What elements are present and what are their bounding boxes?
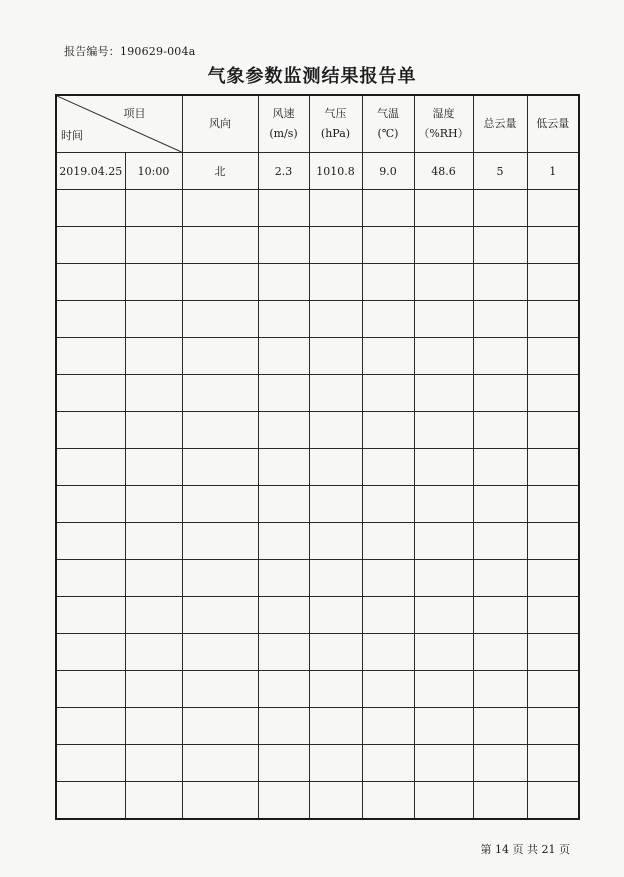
empty-cell: [309, 190, 362, 227]
header-temperature-name: 气温: [377, 107, 399, 120]
header-time-label: 时间: [61, 129, 83, 142]
empty-cell: [56, 412, 125, 449]
empty-cell: [125, 301, 182, 338]
empty-cell: [527, 264, 579, 301]
cell-humidity: 48.6: [414, 153, 473, 190]
empty-cell: [182, 745, 258, 782]
empty-cell: [527, 634, 579, 671]
empty-cell: [258, 486, 309, 523]
empty-cell: [309, 375, 362, 412]
empty-cell: [125, 708, 182, 745]
empty-cell: [414, 412, 473, 449]
empty-cell: [414, 449, 473, 486]
empty-cell: [414, 227, 473, 264]
empty-cell: [309, 597, 362, 634]
empty-cell: [125, 338, 182, 375]
empty-cell: [362, 449, 414, 486]
header-pressure-name: 气压: [324, 107, 347, 120]
empty-cell: [309, 560, 362, 597]
empty-cell: [362, 523, 414, 560]
empty-cell: [473, 190, 527, 227]
empty-cell: [182, 412, 258, 449]
empty-cell: [56, 375, 125, 412]
empty-cell: [414, 301, 473, 338]
empty-cell: [414, 264, 473, 301]
empty-cell: [362, 264, 414, 301]
empty-cell: [56, 227, 125, 264]
empty-table-row: [56, 338, 579, 375]
empty-cell: [258, 449, 309, 486]
empty-cell: [56, 708, 125, 745]
empty-cell: [182, 227, 258, 264]
empty-cell: [56, 634, 125, 671]
empty-cell: [414, 671, 473, 708]
empty-table-row: [56, 449, 579, 486]
empty-cell: [362, 375, 414, 412]
empty-cell: [258, 301, 309, 338]
empty-cell: [309, 301, 362, 338]
empty-cell: [473, 671, 527, 708]
empty-table-row: [56, 375, 579, 412]
empty-cell: [309, 338, 362, 375]
empty-cell: [182, 782, 258, 820]
cell-date: 2019.04.25: [56, 153, 125, 190]
empty-cell: [125, 190, 182, 227]
empty-cell: [473, 227, 527, 264]
empty-cell: [527, 671, 579, 708]
empty-cell: [125, 264, 182, 301]
empty-table-row: [56, 671, 579, 708]
empty-cell: [473, 338, 527, 375]
empty-cell: [56, 523, 125, 560]
empty-cell: [258, 412, 309, 449]
empty-cell: [473, 597, 527, 634]
empty-cell: [182, 523, 258, 560]
empty-cell: [362, 560, 414, 597]
empty-cell: [527, 375, 579, 412]
empty-cell: [527, 486, 579, 523]
empty-table-row: [56, 597, 579, 634]
empty-cell: [182, 634, 258, 671]
empty-cell: [56, 782, 125, 820]
empty-cell: [258, 523, 309, 560]
empty-cell: [473, 523, 527, 560]
empty-cell: [309, 449, 362, 486]
empty-cell: [414, 745, 473, 782]
empty-cell: [527, 190, 579, 227]
empty-cell: [258, 597, 309, 634]
empty-cell: [362, 708, 414, 745]
empty-cell: [414, 190, 473, 227]
empty-cell: [309, 486, 362, 523]
empty-cell: [527, 449, 579, 486]
empty-cell: [309, 227, 362, 264]
header-temperature-unit: (℃): [377, 127, 399, 140]
empty-cell: [414, 338, 473, 375]
empty-cell: [125, 486, 182, 523]
empty-cell: [527, 412, 579, 449]
empty-cell: [56, 671, 125, 708]
empty-cell: [362, 634, 414, 671]
empty-cell: [309, 671, 362, 708]
empty-cell: [125, 449, 182, 486]
empty-cell: [125, 375, 182, 412]
weather-data-table: [55, 94, 580, 820]
empty-cell: [309, 264, 362, 301]
empty-cell: [527, 338, 579, 375]
empty-table-row: [56, 782, 579, 820]
empty-cell: [414, 523, 473, 560]
empty-cell: [182, 449, 258, 486]
header-humidity-name: 湿度: [432, 107, 455, 120]
empty-cell: [527, 301, 579, 338]
empty-cell: [473, 634, 527, 671]
header-pressure: [309, 95, 362, 153]
empty-cell: [182, 486, 258, 523]
empty-cell: [473, 782, 527, 820]
empty-cell: [56, 338, 125, 375]
empty-cell: [362, 301, 414, 338]
empty-cell: [414, 560, 473, 597]
cell-pressure: 1010.8: [309, 153, 362, 190]
empty-cell: [125, 412, 182, 449]
empty-cell: [182, 338, 258, 375]
table-header-row: [56, 95, 579, 153]
cell-wind-speed: 2.3: [258, 153, 309, 190]
empty-cell: [258, 375, 309, 412]
empty-cell: [258, 782, 309, 820]
empty-cell: [258, 264, 309, 301]
empty-cell: [362, 671, 414, 708]
empty-cell: [473, 560, 527, 597]
empty-cell: [125, 745, 182, 782]
header-item-label: 项目: [123, 107, 146, 120]
empty-cell: [125, 227, 182, 264]
empty-cell: [473, 745, 527, 782]
cell-wind-direction: 北: [182, 153, 258, 190]
header-total-cloud: 总云量: [473, 95, 527, 153]
empty-cell: [527, 745, 579, 782]
table-row: [56, 153, 579, 190]
empty-cell: [56, 301, 125, 338]
empty-cell: [309, 634, 362, 671]
empty-cell: [362, 597, 414, 634]
empty-cell: [527, 227, 579, 264]
empty-table-row: [56, 560, 579, 597]
empty-cell: [414, 708, 473, 745]
header-humidity: [414, 95, 473, 153]
page-number: 第 14 页 共 21 页: [480, 843, 570, 856]
empty-cell: [473, 708, 527, 745]
report-number: 报告编号：190629-004a: [64, 45, 196, 58]
empty-cell: [56, 486, 125, 523]
empty-cell: [473, 412, 527, 449]
empty-cell: [56, 560, 125, 597]
empty-cell: [362, 190, 414, 227]
empty-cell: [473, 375, 527, 412]
empty-cell: [527, 597, 579, 634]
empty-cell: [258, 671, 309, 708]
empty-cell: [473, 486, 527, 523]
empty-cell: [362, 745, 414, 782]
empty-cell: [527, 708, 579, 745]
empty-cell: [56, 190, 125, 227]
empty-cell: [362, 227, 414, 264]
header-wind-speed-unit: (m/s): [269, 127, 298, 140]
empty-cell: [56, 264, 125, 301]
empty-cell: [362, 338, 414, 375]
empty-cell: [258, 227, 309, 264]
empty-cell: [414, 375, 473, 412]
empty-cell: [527, 523, 579, 560]
empty-cell: [182, 264, 258, 301]
empty-cell: [309, 412, 362, 449]
empty-cell: [125, 597, 182, 634]
empty-cell: [182, 560, 258, 597]
empty-cell: [182, 597, 258, 634]
empty-cell: [258, 560, 309, 597]
header-pressure-unit: (hPa): [320, 127, 351, 140]
empty-table-row: [56, 523, 579, 560]
empty-cell: [362, 412, 414, 449]
empty-table-row: [56, 227, 579, 264]
empty-cell: [414, 597, 473, 634]
empty-cell: [527, 782, 579, 820]
empty-table-row: [56, 264, 579, 301]
empty-cell: [182, 375, 258, 412]
empty-cell: [258, 745, 309, 782]
empty-table-row: [56, 301, 579, 338]
empty-cell: [182, 190, 258, 227]
empty-cell: [182, 671, 258, 708]
empty-cell: [362, 486, 414, 523]
header-wind-speed: [258, 95, 309, 153]
empty-cell: [309, 782, 362, 820]
empty-cell: [125, 634, 182, 671]
cell-total-cloud: 5: [473, 153, 527, 190]
empty-cell: [125, 523, 182, 560]
empty-cell: [258, 634, 309, 671]
empty-cell: [182, 301, 258, 338]
empty-cell: [309, 523, 362, 560]
empty-table-row: [56, 486, 579, 523]
empty-table-row: [56, 745, 579, 782]
cell-temperature: 9.0: [362, 153, 414, 190]
header-low-cloud: 低云量: [527, 95, 579, 153]
empty-cell: [182, 708, 258, 745]
header-wind-direction: 风向: [182, 95, 258, 153]
empty-cell: [56, 745, 125, 782]
empty-cell: [414, 634, 473, 671]
header-humidity-unit: （%RH）: [418, 127, 469, 140]
header-wind-speed-name: 风速: [272, 107, 295, 120]
empty-cell: [362, 782, 414, 820]
empty-cell: [258, 190, 309, 227]
empty-cell: [473, 449, 527, 486]
empty-cell: [125, 560, 182, 597]
empty-cell: [125, 671, 182, 708]
page-title: 气象参数监测结果报告单: [207, 66, 417, 87]
empty-table-row: [56, 708, 579, 745]
empty-cell: [473, 301, 527, 338]
empty-cell: [414, 782, 473, 820]
cell-time: 10:00: [125, 153, 182, 190]
empty-cell: [473, 264, 527, 301]
header-temperature: [362, 95, 414, 153]
empty-table-row: [56, 190, 579, 227]
empty-cell: [56, 597, 125, 634]
cell-low-cloud: 1: [527, 153, 579, 190]
empty-cell: [527, 560, 579, 597]
empty-cell: [56, 449, 125, 486]
empty-cell: [414, 486, 473, 523]
empty-cell: [309, 708, 362, 745]
empty-cell: [258, 708, 309, 745]
empty-table-row: [56, 412, 579, 449]
diagonal-header-cell: [56, 95, 182, 153]
empty-table-row: [56, 634, 579, 671]
empty-cell: [125, 782, 182, 820]
empty-cell: [309, 745, 362, 782]
empty-cell: [258, 338, 309, 375]
